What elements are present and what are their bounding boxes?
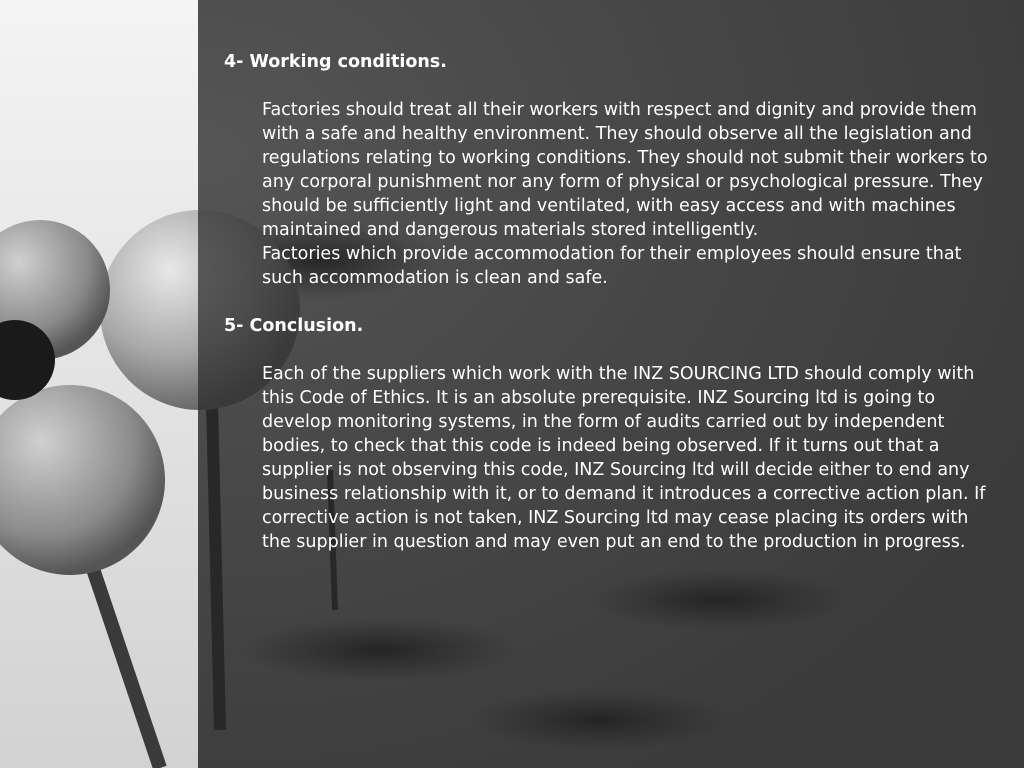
pushpin-head — [0, 385, 165, 575]
slide-content — [224, 50, 994, 554]
paragraph-working-conditions-2: Factories which provide accommodation for their employees should ensure that such accommodation is clean and safe. — [262, 244, 962, 288]
pin-needle — [90, 560, 160, 768]
paragraph-working-conditions-1: Factories should treat all their workers with respect and dignity and provide them with a safe and healthy environment. They should observe all the legislation and regulations relating to working conditions. They should not submit their workers to any corporal punishment nor any form of physical or psychological pressure. They should be sufficiently light and ventilated, with easy access and with machines maintained and dangerous materials stored intelligently. — [262, 100, 988, 240]
section-heading-working-conditions: 4- Working conditions. — [224, 52, 447, 72]
paragraph-conclusion: Each of the suppliers which work with the INZ SOURCING LTD should comply with this Code of Ethics. It is an absolute prerequisite. INZ Sourcing ltd is going to develop monitoring systems, in the form of audits carried out by independent bodies, to check that this code is indeed being observed. If it turns out that a supplier is not observing this code, INZ Sourcing ltd will decide either to end any business relationship with it, or to demand it introduces a corrective action plan. If corrective action is not taken, INZ Sourcing ltd may cease placing its orders with the supplier in question and may even put an end to the production in progress. — [262, 364, 986, 552]
section-heading-conclusion: 5- Conclusion. — [224, 316, 364, 336]
